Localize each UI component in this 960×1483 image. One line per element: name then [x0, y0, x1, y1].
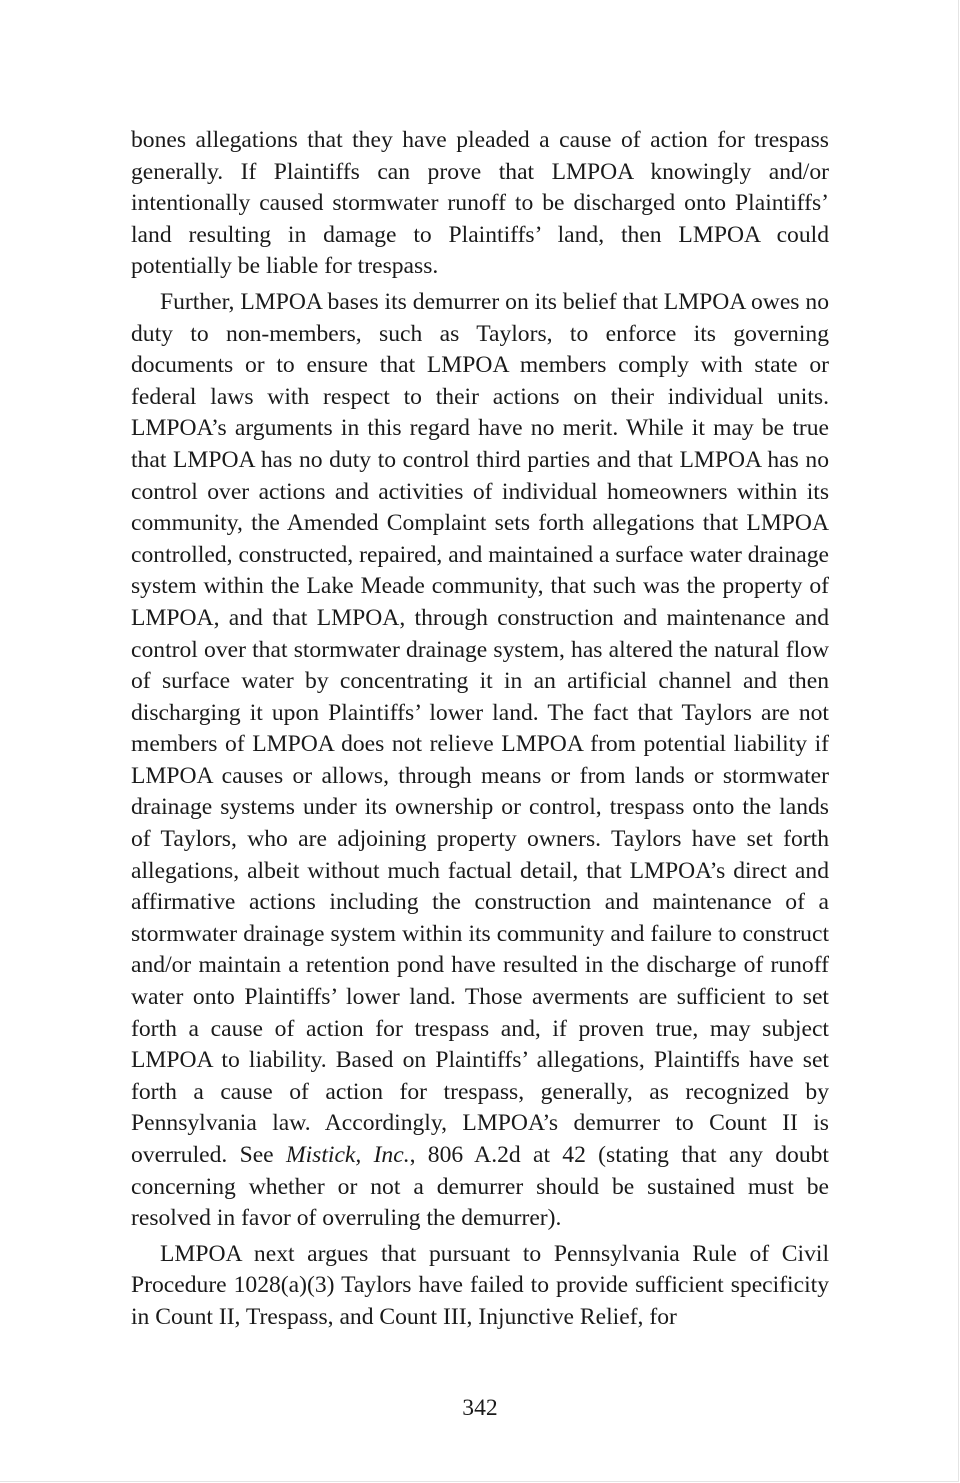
case-citation: Mistick, Inc. — [285, 1142, 410, 1168]
paragraph-text-before-citation: Further, LMPOA bases its demurrer on its belief that LMPOA owes no duty to non-members, such as Taylors, to enforce its governing documents or to ensure that LMPOA members comply with state or federal laws with respect to their actions on their individual units. LMPOA’s arguments in this regard have no merit. While it may be true that LMPOA has no duty to control third parties and that LMPOA has no control over actions and activities of individual homeowners within its community, the Amended Complaint sets forth allegations that LMPOA controlled, constructed, repaired, and maintained a surface water drainage system within the Lake Meade community, that such was the property of LMPOA, and that LMPOA, through construction and maintenance and control over that stormwater drainage system, has altered the natural flow of surface water by concentrating it in an artificial channel and then discharging it upon Plaintiffs’ lower land. The fact that Taylors are not members of LMPOA does not relieve LMPOA from potential liability if LMPOA causes or allows, through means or from lands or stormwater drainage systems under its ownership or control, trespass onto the lands of Taylors, who are adjoining property owners. Taylors have set forth allegations, albeit without much factual detail, that LMPOA’s direct and affirmative actions including the construction and maintenance of a stormwater drainage system within its community and failure to construct and/or maintain a retention pond have resulted in the discharge of runoff water onto Plaintiffs’ lower land. Those averments are sufficient to set forth a cause of action for trespass and, if proven true, may subject LMPOA to liability. Based on Plaintiffs’ allegations, Plaintiffs have set forth a cause of action for trespass, generally, as recognized by Pennsylvania law. Accordingly, LMPOA’s demurrer to Count II is overruled. See — [131, 288, 829, 1168]
paragraph-continuation: bones allegations that they have pleaded a cause of action for trespass generally. If Plaintiffs can prove that LMPOA knowingly and/or intentionally caused stormwater runoff to be discharged onto Plaintiffs’ land resulting in damage to Plaintiffs’ land, then LMPOA could potentially be liable for trespass. — [131, 127, 829, 280]
paragraph-text-after-citation: , 806 A.2d at 42 (stating that any doubt concerning whether or not a demurrer should be sustained must be resolved in favor of overruling the demurrer). — [131, 1142, 829, 1232]
paragraph-demurrer-duty — [131, 287, 829, 1235]
page-number: 342 — [462, 1395, 498, 1421]
body-text — [131, 125, 829, 1334]
paragraph-specificity: LMPOA next argues that pursuant to Pennsylvania Rule of Civil Procedure 1028(a)(3) Taylors have failed to provide sufficient specificity in Count II, Trespass, and Count III, Injunctive Relief, for — [131, 1240, 829, 1330]
